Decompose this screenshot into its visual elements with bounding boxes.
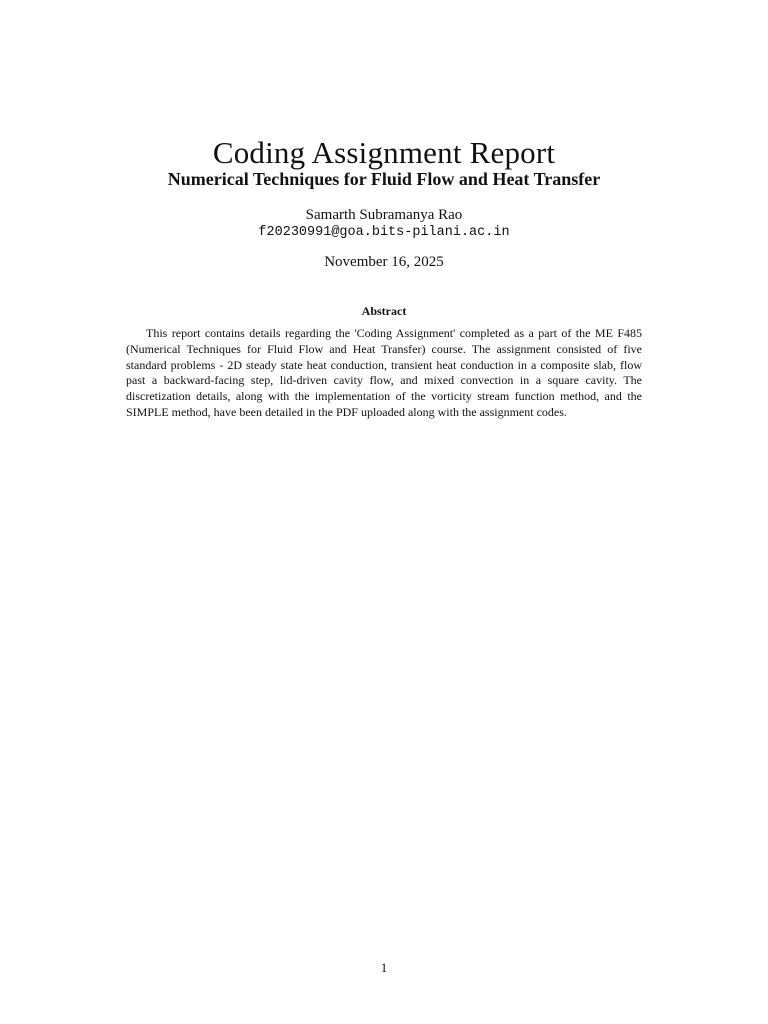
- author-name: Samarth Subramanya Rao: [305, 207, 463, 223]
- page-number: 1: [380, 960, 388, 975]
- document-subtitle: Numerical Techniques for Fluid Flow and Heat Transfer: [167, 169, 601, 189]
- document-date: November 16, 2025: [324, 254, 444, 270]
- author-email: f20230991@goa.bits-pilani.ac.in: [258, 225, 510, 240]
- abstract-heading: Abstract: [361, 304, 407, 318]
- document-title: Coding Assignment Report: [212, 135, 556, 170]
- abstract-text: This report contains details regarding the 'Coding Assignment' completed as a part of the ME F485 (Numerical Techniques for Fluid Flow and Heat Transfer) course. The assignment consisted of five standard problems - 2D steady state heat conduction, transient heat conduction in a composite slab, flow past a backward-facing step, lid-driven cavity flow, and mixed convection in a square cavity. The discretization details, along with the implementation of the vorticity stream function method, and the SIMPLE method, have been detailed in the PDF uploaded along with the assignment codes.: [126, 326, 642, 419]
